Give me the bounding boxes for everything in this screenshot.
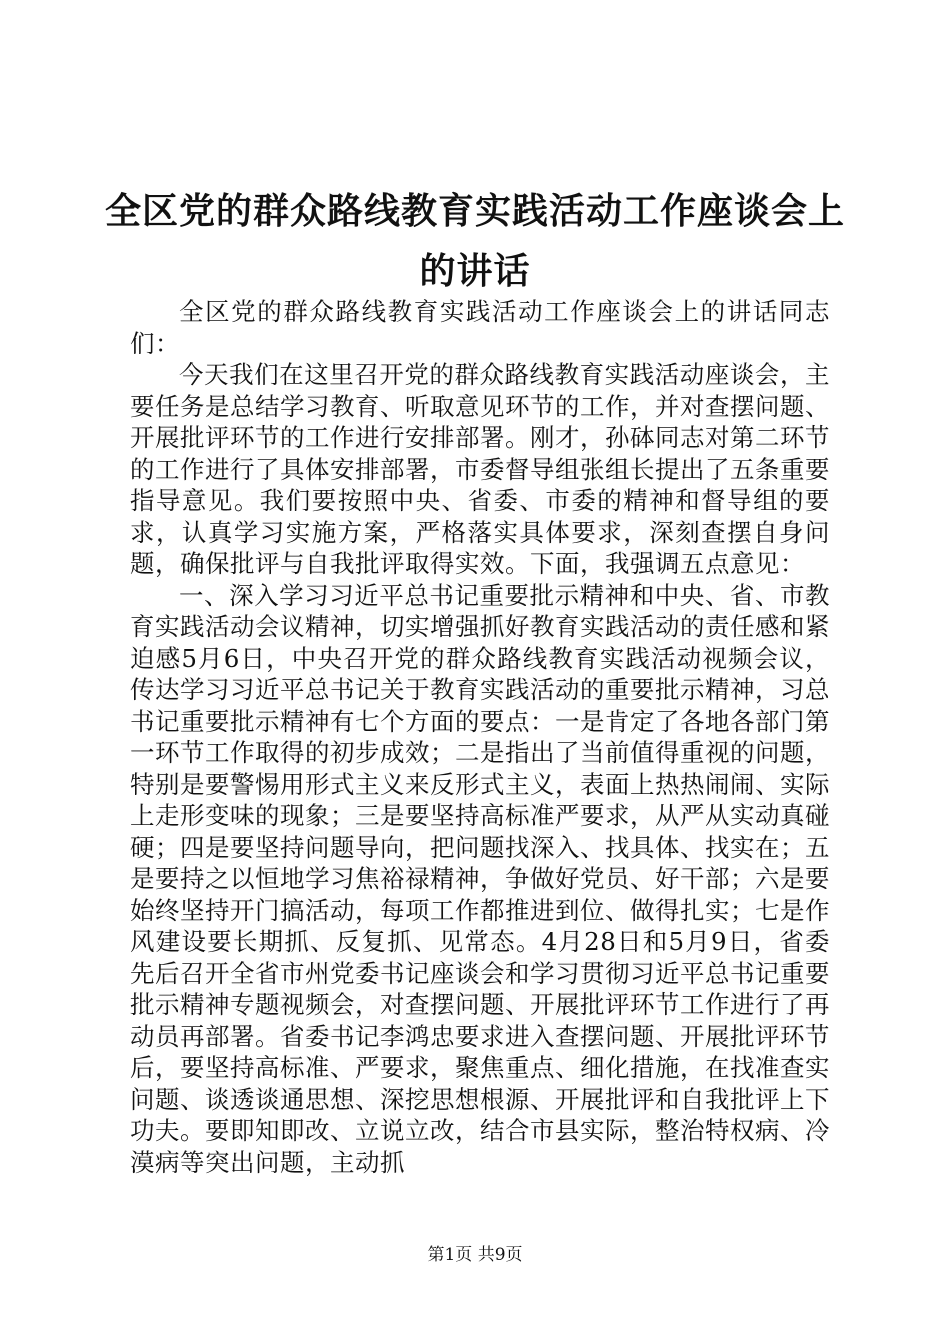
page-footer: 第1页 共9页: [427, 1245, 523, 1265]
document-body: [130, 296, 830, 1178]
paragraph-1: 全区党的群众路线教育实践活动工作座谈会上的讲话同志们：: [130, 297, 830, 358]
title-line-2: 的讲话: [419, 251, 531, 292]
document-title: [100, 182, 850, 302]
paragraph-2: 今天我们在这里召开党的群众路线教育实践活动座谈会，主要任务是总结学习教育、听取意见环节的工作，并对查摆问题、开展批评环节的工作进行安排部署。刚才，孙砵同志对第二环节的工作进行了具体安排部署，市委督导组张组长提出了五条重要指导意见。我们要按照中央、省委、市委的精神和督导组的要求，认真学习实施方案，严格落实具体要求，深刻查摆自身问题，确保批评与自我批评取得实效。下面，我强调五点意见：: [130, 360, 830, 578]
title-line-1: 全区党的群众路线教育实践活动工作座谈会上: [104, 191, 845, 232]
paragraph-3: 一、深入学习习近平总书记重要批示精神和中央、省、市教育实践活动会议精神，切实增强抓好教育实践活动的责任感和紧迫感5月6日，中央召开党的群众路线教育实践活动视频会议，传达学习习近平总书记关于教育实践活动的重要批示精神，习总书记重要批示精神有七个方面的要点：一是肯定了各地各部门第一环节工作取得的初步成效；二是指出了当前值得重视的问题，特别是要警惕用形式主义来反形式主义，表面上热热闹闹、实际上走形变味的现象；三是要坚持高标准严要求，从严从实动真碰硬；四是要坚持问题导向，把问题找深入、找具体、找实在；五是要持之以恒地学习焦裕禄精神，争做好党员、好干部；六是要始终坚持开门搞活动，每项工作都推进到位、做得扎实；七是作风建设要长期抓、反复抓、见常态。4月28日和5月9日，省委先后召开全省市州党委书记座谈会和学习贯彻习近平总书记重要批示精神专题视频会，对查摆问题、开展批评环节工作进行了再动员再部署。省委书记李鸿忠要求进入查摆问题、开展批评环节后，要坚持高标准、严要求，聚焦重点、细化措施，在找准查实问题、谈透谈通思想、深挖思想根源、开展批评和自我批评上下功夫。要即知即改、立说立改，结合市县实际，整治特权病、冷漠病等突出问题，主动抓: [130, 580, 830, 1177]
